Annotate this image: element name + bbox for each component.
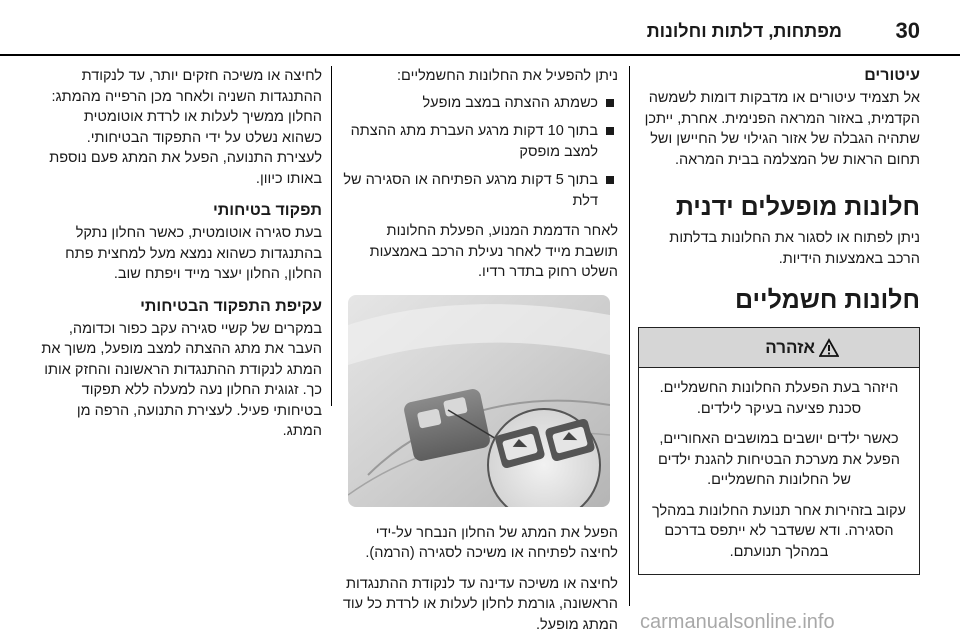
header-rule [0, 54, 960, 56]
power-windows-heading: חלונות חשמליים [735, 286, 920, 314]
after-engine-off-paragraph: לאחר הדממת המנוע, הפעלת החלונות תושבת מייד לאחר נעילת הרכב באמצעות השלט רחוק בתדר רדיו. [369, 223, 618, 280]
operation-intro: ניתן להפעיל את החלונות החשמליים: [397, 68, 618, 84]
manual-windows-heading: חלונות מופעלים ידנית [675, 193, 920, 221]
list-item: בתוך 10 דקות מרגע העברת מתג ההצתה למצב מופסק [340, 121, 618, 162]
watermark: carmanualsonline.info [640, 611, 835, 633]
safety-function-heading: תפקוד בטיחותי [212, 202, 322, 219]
warning-paragraph: היזהר בעת הפעלת החלונות החשמליים. סכנת פציעה בעיקר לילדים. [659, 380, 899, 417]
middle-column [340, 66, 618, 635]
left-column [40, 66, 322, 442]
override-safety-heading: עקיפת התפקוד הבטיחותי [140, 297, 322, 315]
column-divider-1 [629, 66, 630, 606]
operation-conditions-list [340, 93, 618, 212]
first-detent-paragraph: לחיצה או משיכה עדינה עד לנקודת ההתנגדות הראשונה, גורמת לחלון לעלות או לרדת כל עוד המתג מופעל. [342, 575, 618, 633]
warning-title: אזהרה [765, 337, 815, 357]
override-safety-paragraph: במקרים של קשיי סגירה עקב כפור וכדומה, העבר את מתג ההצתה למצב מופעל, משוך את המתג לנקודת ההתנגדות הראשונה והחזק אותו כך. זגוגית החלון נעה למעלה ללא תפקוד בטיחותי פעיל. לעצירת התנועה, הרפה מן המתג. [41, 320, 322, 439]
warning-paragraph: עקוב בזהירות אחר תנועת החלונות במהלך הסגירה. ודא ששדבר לא ייתפס בדרכם במהלך תנועתם. [652, 502, 906, 560]
bullet-square-icon [606, 99, 614, 107]
list-item: כשמתג ההצתה במצב מופעל [340, 93, 618, 114]
second-detent-paragraph: לחיצה או משיכה חזקים יותר, עד לנקודת ההתנגדות השניה ולאחר מכן הרפייה מהמתג: החלון ממשיך לעלות או לרדת אוטומטית כשהוא נשלט על ידי התפקוד הבטיחותי. לעצירת התנועה, הפעל את המתג פעם נוספת באותו כיוון. [49, 68, 322, 187]
bullet-square-icon [606, 176, 614, 184]
retrofit-paragraph: אל תצמיד עיטורים או מדבקות דומות לשמשה הקדמית, באזור המראה הפנימית. אחרת, ייתכן שתהיה הגבלה של אזור הגילוי של החיישן ושל תחום הראות של המצלמה בבית המראה. [644, 90, 920, 168]
warning-triangle-icon [819, 338, 839, 358]
page-header [0, 14, 960, 54]
warning-body [639, 368, 919, 574]
manual-windows-paragraph: ניתן לפתוח או לסגור את החלונות בדלתות הרכב באמצעות הידיות. [669, 230, 920, 267]
safety-function-paragraph: בעת סגירה אוטומטית, כאשר החלון נתקל בהתנגדות כשהוא נמצא מעל למחצית פתח החלון, החלון יעצר מייד ויפתח שוב. [65, 225, 322, 282]
switch-operation-paragraph: הפעל את המתג של החלון הנבחר על-ידי לחיצה לפתיחה או משיכה לסגירה (הרמה). [365, 524, 618, 561]
window-switch-image [348, 295, 610, 507]
window-switch-illustration [348, 295, 610, 507]
warning-paragraph: כאשר ילדים יושבים במושבים האחוריים, הפעל את מערכת הבטיחות להגנת ילדים של החלונות החשמליים. [658, 431, 900, 488]
list-item: בתוך 5 דקות מרגע הפתיחה או הסגירה של דלת [340, 170, 618, 211]
section-title: מפתחות, דלתות וחלונות [646, 21, 842, 41]
retrofit-heading: עיטורים [864, 67, 920, 84]
page-number: 30 [895, 18, 920, 43]
column-divider-2 [331, 66, 332, 406]
right-column [638, 66, 920, 575]
warning-box [638, 327, 920, 575]
bullet-square-icon [606, 127, 614, 135]
warning-header [639, 328, 919, 368]
